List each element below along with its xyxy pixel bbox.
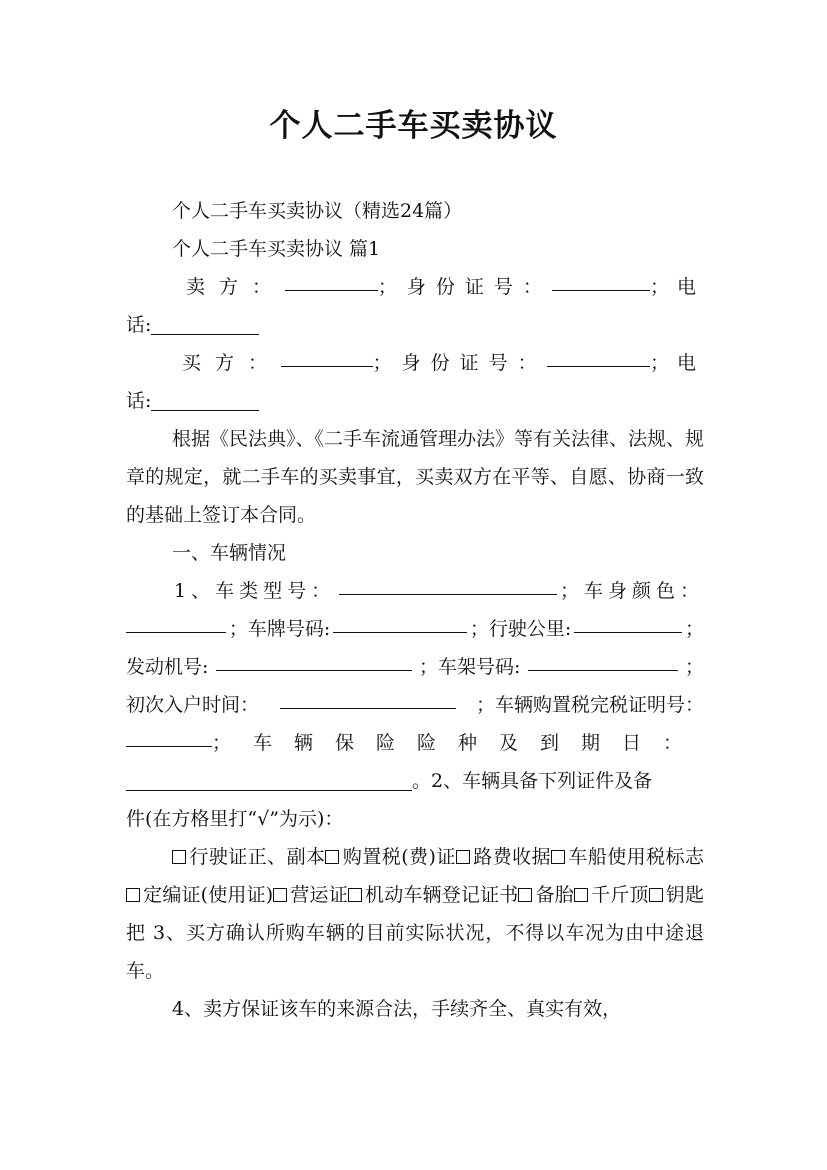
document-item-label: 定编证(使用证) bbox=[143, 884, 274, 906]
document-item-label: 路费收据 bbox=[472, 846, 551, 868]
checkbox-3[interactable] bbox=[551, 850, 565, 864]
checkbox-2[interactable] bbox=[456, 850, 470, 864]
buyer-label: 买方： bbox=[182, 352, 282, 374]
buyer-phone-cont: 话: bbox=[126, 390, 152, 412]
checkbox-6[interactable] bbox=[348, 888, 362, 902]
document-item-label: 购置税(费)证 bbox=[342, 846, 456, 868]
checkbox-0[interactable] bbox=[172, 850, 186, 864]
seller-label: 卖方： bbox=[186, 276, 286, 298]
checkbox-4[interactable] bbox=[126, 888, 140, 902]
documents-checklist bbox=[126, 838, 704, 990]
vehicle-color-blank bbox=[126, 610, 226, 633]
vehicle-type-label: 1、车类型号： bbox=[174, 580, 336, 602]
insurance-line bbox=[126, 724, 704, 762]
seller-phone-label: ；电 bbox=[649, 276, 704, 298]
reg-date-line bbox=[126, 686, 704, 724]
document-item-label: 千斤顶 bbox=[590, 884, 649, 906]
page-title: 个人二手车买卖协议 bbox=[269, 108, 558, 144]
document-item-label: 行驶证正、副本 bbox=[189, 846, 326, 868]
seller-id-label: ；身份证号： bbox=[377, 276, 552, 298]
tax-cert-blank bbox=[126, 724, 212, 747]
subtitle: 个人二手车买卖协议（精选24篇） bbox=[172, 200, 463, 222]
engine-line: 发动机号: ；车架号码: ； bbox=[126, 648, 704, 686]
seller-id-blank bbox=[552, 268, 650, 291]
item3-text: 3、买方确认所购车辆的目前实际状况，不得以车况为由中途退车。 bbox=[126, 922, 704, 982]
checkbox-8[interactable] bbox=[574, 888, 588, 902]
vehicle-type-blank bbox=[339, 572, 557, 595]
engine-blank bbox=[216, 648, 412, 671]
insurance-label: ；车辆保险险种及到期日： bbox=[211, 732, 704, 754]
seller-phone-cont: 话: bbox=[126, 314, 152, 336]
mileage-label: ；行驶公里: bbox=[469, 618, 572, 640]
vehicle-type-line bbox=[126, 572, 704, 610]
checkbox-7[interactable] bbox=[518, 888, 532, 902]
seller-phone-line bbox=[126, 306, 704, 344]
buyer-name-blank bbox=[281, 344, 373, 367]
seller-name-blank bbox=[285, 268, 378, 291]
insurance-blank bbox=[126, 768, 412, 791]
checkbox-9[interactable] bbox=[649, 888, 663, 902]
section1-heading: 一、车辆情况 bbox=[172, 542, 287, 564]
buyer-id-label: ；身份证号： bbox=[372, 352, 547, 374]
mileage-blank bbox=[574, 610, 682, 633]
buyer-id-blank bbox=[547, 344, 650, 367]
article-heading: 个人二手车买卖协议 篇1 bbox=[172, 238, 381, 260]
document-body bbox=[126, 192, 704, 1028]
frame-label: ；车架号码: bbox=[418, 656, 521, 678]
vehicle-color-label: ；车身颜色： bbox=[559, 580, 704, 602]
insurance-blank-line bbox=[126, 762, 704, 800]
buyer-phone-label: ；电 bbox=[649, 352, 704, 374]
checkbox-1[interactable] bbox=[325, 850, 339, 864]
engine-label: 发动机号: bbox=[126, 656, 209, 678]
checkbox-5[interactable] bbox=[273, 888, 287, 902]
seller-phone-blank bbox=[151, 312, 259, 335]
document-item-label: 钥匙把 bbox=[126, 884, 704, 944]
plate-label: ；车牌号码: bbox=[228, 618, 331, 640]
document-item-label: 车船使用税标志 bbox=[567, 846, 704, 868]
reg-date-blank bbox=[280, 686, 456, 709]
frame-blank bbox=[528, 648, 678, 671]
item4-paragraph: 4、卖方保证该车的来源合法，手续齐全、真实有效， bbox=[172, 998, 622, 1020]
document-item-label: 机动车辆登记证书 bbox=[364, 884, 519, 906]
buyer-line bbox=[126, 344, 704, 382]
tax-cert-label: ；车辆购置税完税证明号： bbox=[475, 694, 704, 716]
item2-text-start: 。2、车辆具备下列证件及备 bbox=[412, 770, 653, 792]
reg-date-label: 初次入户时间： bbox=[126, 694, 260, 716]
buyer-phone-line bbox=[126, 382, 704, 420]
plate-blank bbox=[333, 610, 467, 633]
item2-text-cont: 件(在方格里打“√”为示)： bbox=[126, 808, 344, 830]
intro-paragraph: 根据《民法典》、《二手车流通管理办法》等有关法律、法规、规章的规定，就二手车的买卖事宜，买卖双方在平等、自愿、协商一致的基础上签订本合同。 bbox=[126, 428, 705, 526]
buyer-phone-blank bbox=[151, 388, 259, 411]
item2-cont-line bbox=[126, 800, 704, 838]
seller-line bbox=[126, 268, 704, 306]
plate-line: ；车牌号码: ；行驶公里: ； bbox=[126, 610, 704, 648]
document-item-label: 营运证 bbox=[290, 884, 348, 906]
document-item-label: 备胎 bbox=[535, 884, 574, 906]
